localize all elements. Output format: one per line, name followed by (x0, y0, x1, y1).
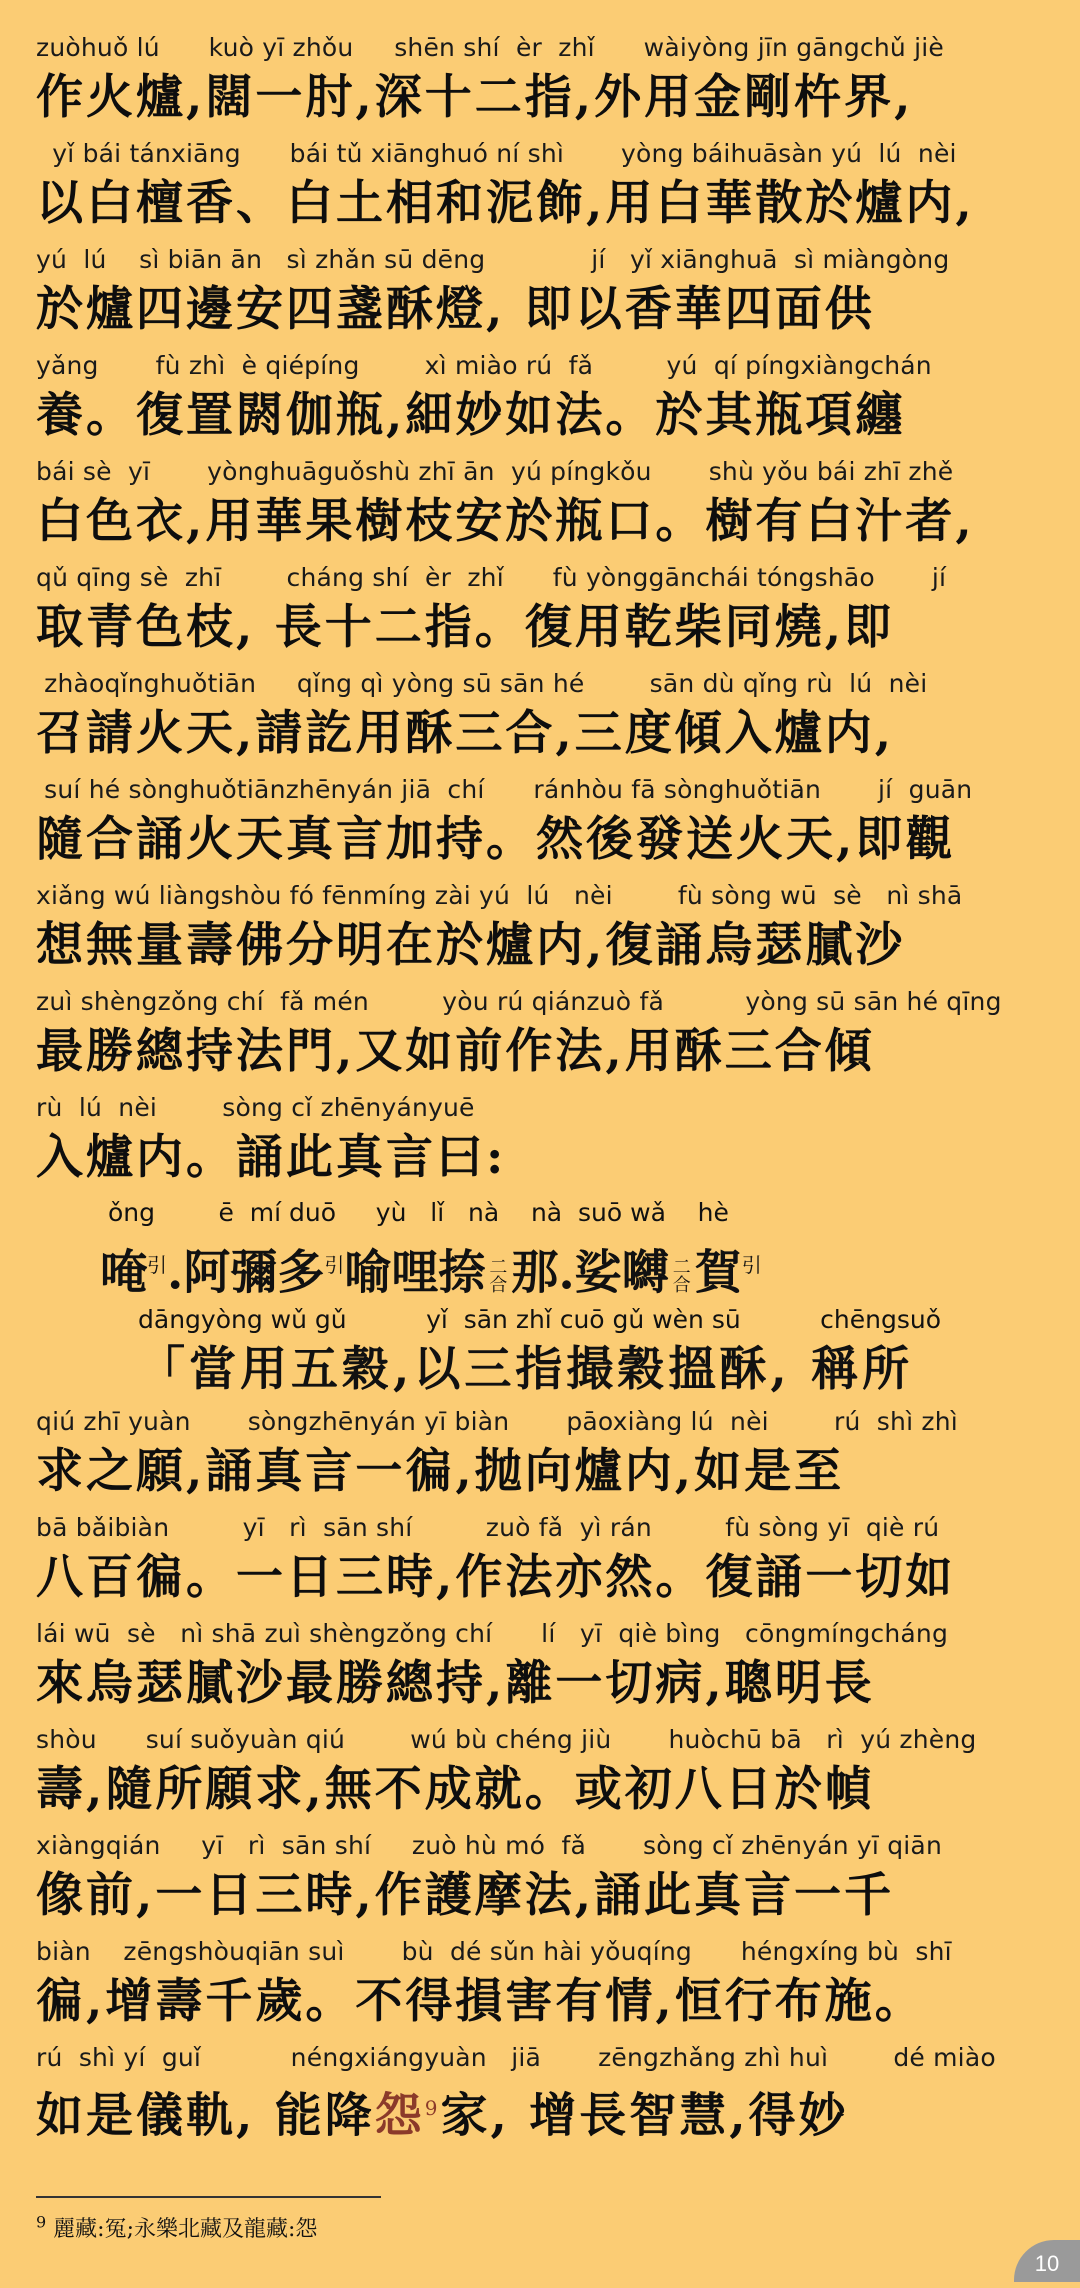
verse-line (36, 770, 1056, 876)
verse-line (36, 1508, 1056, 1614)
mantra-segment: 唵 (100, 1245, 147, 1301)
pinyin-row: shòu suí suǒyuàn qiú wú bù chéng jiù huòchū bā rì yú zhèng (36, 1725, 977, 1754)
verse-line (36, 1614, 1056, 1720)
note-top: 二 (489, 1256, 508, 1278)
pinyin-row: zuòhuǒ lú kuò yī zhǒu shēn shí èr zhǐ wàiyòng jīn gāngchǔ jiè (36, 33, 944, 62)
note-bottom: 合 (489, 1274, 508, 1296)
pinyin-row: zuì shèngzǒng chí fǎ mén yòu rú qiánzuò fǎ yòng sū sān hé qīng (36, 987, 1002, 1016)
pinyin-row: yǐ bái tánxiāng bái tǔ xiānghuó ní shì yòng báihuāsàn yú lú nèi (36, 139, 957, 168)
mantra-note: 引 (147, 1253, 167, 1277)
hanzi-row: 養。復置閼伽瓶,細妙如法。於其瓶項纏 (36, 388, 906, 443)
hanzi-segment: 家, 增長智慧,得妙 (440, 2088, 849, 2144)
verse-line (36, 1826, 1056, 1932)
pinyin-row: bā bǎibiàn yī rì sān shí zuò fǎ yì rán fù sòng yī qiè rú (36, 1513, 940, 1542)
hanzi-row: 於爐四邊安四盞酥燈, 即以香華四面供 (36, 282, 875, 337)
text-block-lower (36, 1402, 1056, 2144)
hanzi-row: 求之願,誦真言一徧,抛向爐内,如是至 (36, 1444, 845, 1499)
hanzi-row: 八百徧。一日三時,作法亦然。復誦一切如 (36, 1550, 956, 1605)
hanzi-row: 召請火天,請訖用酥三合,三度傾入爐内, (36, 706, 895, 761)
hanzi-row: 以白檀香、白土相和泥飾,用白華散於爐内, (36, 176, 975, 231)
pinyin-row: rù lú nèi sòng cǐ zhēnyányuē (36, 1093, 475, 1122)
pinyin-row: rú shì yí guǐ néngxiángyuàn jiā zēngzhǎng zhì huì dé miào (36, 2043, 996, 2072)
hanzi-row: 徧,增壽千歲。不得損害有情,恒行布施。 (36, 1974, 925, 2029)
quote-pinyin: dāngyòng wǔ gǔ yǐ sān zhǐ cuō gǔ wèn sū chēngsuǒ (138, 1305, 942, 1334)
verse-line (36, 452, 1056, 558)
pinyin-row: suí hé sònghuǒtiānzhēnyán jiā chí ránhòu fā sònghuǒtiān jí guān (36, 775, 973, 804)
hanzi-row: 最勝總持法門,又如前作法,用酥三合傾 (36, 1024, 875, 1079)
pinyin-row: biàn zēngshòuqiān suì bù dé sǔn hài yǒuqíng héngxíng bù shī (36, 1937, 952, 1966)
pinyin-row: xiàngqián yī rì sān shí zuò hù mó fǎ sòng cǐ zhēnyán yī qiān (36, 1831, 942, 1860)
variant-character: 怨 (374, 2088, 425, 2144)
pinyin-row: xiǎng wú liàngshòu fó fēnmíng zài yú lú nèi fù sòng wū sè nì shā (36, 881, 963, 910)
hanzi-segment: 如是儀軌, 能降 (36, 2088, 375, 2144)
mantra-text (100, 1233, 1000, 1301)
hanzi-row: 作火爐,闊一肘,深十二指,外用金剛杵界, (36, 70, 914, 125)
pinyin-row: yǎng fù zhì è qiépíng xì miào rú fǎ yú qí píngxiàngchán (36, 351, 932, 380)
verse-line (36, 876, 1056, 982)
hanzi-row: 壽,隨所願求,無不成就。或初八日於幀 (36, 1762, 875, 1817)
pinyin-row: yú lú sì biān ān sì zhǎn sū dēng jí yǐ xiānghuā sì miàngòng (36, 245, 950, 274)
page-number-badge: 10 (1014, 2240, 1080, 2282)
verse-line (36, 982, 1056, 1088)
footnote-reference: 9 (424, 2096, 441, 2120)
hanzi-row: 入爐内。誦此真言曰: (36, 1130, 507, 1185)
footnote (36, 2212, 317, 2243)
hanzi-row: 隨合誦火天真言加持。然後發送火天,即觀 (36, 812, 956, 867)
verse-line (36, 1720, 1056, 1826)
mantra-stacked-note (669, 1256, 695, 1296)
verse-line (36, 346, 1056, 452)
mantra-pinyin: ǒng ē mí duō yù lǐ nà nà suō wǎ hè (100, 1198, 729, 1227)
hanzi-row: 來烏瑟膩沙最勝總持,離一切病,聰明長 (36, 1656, 875, 1711)
verse-line (36, 664, 1056, 770)
verse-line (36, 240, 1056, 346)
hanzi-row: 取青色枝, 長十二指。復用乾柴同燒,即 (36, 600, 895, 655)
verse-line (36, 2038, 1056, 2144)
hanzi-row (36, 2078, 1056, 2144)
mantra-block (100, 1193, 1000, 1301)
hanzi-row: 白色衣,用華果樹枝安於瓶口。樹有白汁者, (36, 494, 975, 549)
verse-line (36, 1932, 1056, 2038)
verse-line (36, 28, 1056, 134)
verse-line (36, 558, 1056, 664)
verse-line (36, 1088, 1056, 1194)
note-top: 二 (672, 1256, 691, 1278)
pinyin-row: lái wū sè nì shā zuì shèngzǒng chí lí yī qiè bìng cōngmíngcháng (36, 1619, 949, 1648)
note-bottom: 合 (672, 1274, 691, 1296)
hanzi-row: 想無量壽佛分明在於爐内,復誦烏瑟膩沙 (36, 918, 906, 973)
mantra-segment: 那.娑嚩 (511, 1245, 669, 1301)
text-block-upper (36, 28, 1056, 1194)
footnote-text: 麗藏:冤;永樂北藏及龍藏:怨 (46, 2217, 318, 2242)
mantra-note: 引 (741, 1253, 762, 1277)
mantra-stacked-note (485, 1256, 511, 1296)
pinyin-row: qiú zhī yuàn sòngzhēnyán yī biàn pāoxiàng lú nèi rú shì zhì (36, 1407, 958, 1436)
mantra-segment: .阿彌多 (167, 1245, 325, 1301)
quote-line (138, 1300, 1058, 1400)
pinyin-row: zhàoqǐnghuǒtiān qǐng qì yòng sū sān hé sān dù qǐng rù lú nèi (36, 669, 928, 698)
pinyin-row: qǔ qīng sè zhī cháng shí èr zhǐ fù yònggānchái tóngshāo jí (36, 563, 947, 592)
mantra-segment: 喻哩捺 (344, 1245, 486, 1301)
quote-text: 「當用五穀,以三指撮穀搵酥, 稱所 (138, 1342, 914, 1397)
footnote-divider (36, 2196, 381, 2198)
mantra-segment: 賀 (694, 1245, 742, 1301)
verse-line (36, 134, 1056, 240)
mantra-note: 引 (324, 1253, 345, 1277)
pinyin-row: bái sè yī yònghuāguǒshù zhī ān yú píngkǒu shù yǒu bái zhī zhě (36, 457, 954, 486)
footnote-number: 9 (36, 2212, 47, 2232)
hanzi-row: 像前,一日三時,作護摩法,誦此真言一千 (36, 1868, 895, 1923)
verse-line (36, 1402, 1056, 1508)
